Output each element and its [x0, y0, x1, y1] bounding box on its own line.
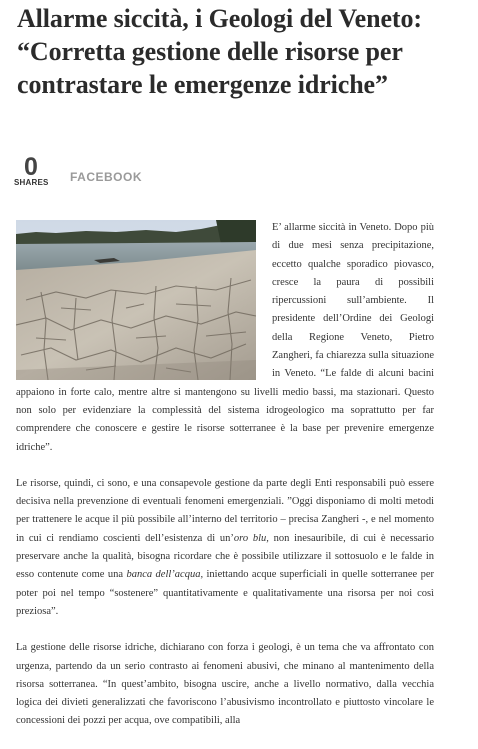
article-title: Allarme siccità, i Geologi del Veneto: “Corretta gestione delle risorse per contrastare le emergenze idriche” — [17, 4, 422, 99]
facebook-share-button[interactable]: FACEBOOK — [70, 170, 143, 184]
banca-acqua-emphasis: banca dell’acqua, — [126, 569, 204, 581]
share-count: 0 — [24, 153, 38, 181]
paragraph-2: Le risorse, quindi, ci sono, e una consapevole gestione da parte degli Enti responsabili può essere decisiva nella prevenzione di eventuali fenomeni emergenziali. ”Oggi disponiamo di molti metodi per trattenere le acque il più possibile all’interno del territorio – precisa Zangheri -, e nel momento in cui ci rendiamo coscienti dell’esistenza di un’oro blu, non inesauribile, di cui è necessario preservare anche la qualità, bisogna ricordare che è possibile utilizzare il sottosuolo e le falde in esso contenute come una banca dell’acqua, iniettando acque superficiali in quelle sotterranee per poter poi nel tempo “sostenere” quantitativamente e qualitativamente una risorsa per noi così preziosa”. — [16, 477, 434, 617]
article-body — [16, 219, 434, 749]
paragraph-3: La gestione delle risorse idriche, dichiarano con forza i geologi, è un tema che va affrontato con urgenza, partendo da un serio contrasto ai fenomeni abusivi, che minano al mantenimento della risorsa sotterranea. “In quest’ambito, bisogna uscire, anche a livello normativo, dalla vecchia logica dei divieti generalizzati che favoriscono l’abusivismo incontrollato e piuttosto vincolare le concessioni dei pozzi per acqua, ove compatibili, alla — [16, 642, 434, 727]
oro-blu-emphasis: oro blu, — [233, 532, 269, 544]
paragraph-1: E’ allarme siccità in Veneto. Dopo più di due mesi senza precipitazione, eccetto qualche sporadico piovasco, cresce la paura di possibili ripercussioni sull’ambiente. Il presidente dell’Ordine dei Geologi della Regione Veneto, Pietro Zangheri, fa chiarezza sulla situazione in Veneto. “Le falde di alcuni bacini appaiono in forte calo, mentre altre si mantengono su livelli medio bassi, ma stazionari. Questo non solo per evidenziare la complessità del sistema idrogeologico ma soprattutto per far comprendere che conoscere e gestire le risorse sotterranee è la base per prevenire emergenze idriche”. — [16, 222, 434, 453]
share-label: SHARES — [14, 178, 49, 187]
